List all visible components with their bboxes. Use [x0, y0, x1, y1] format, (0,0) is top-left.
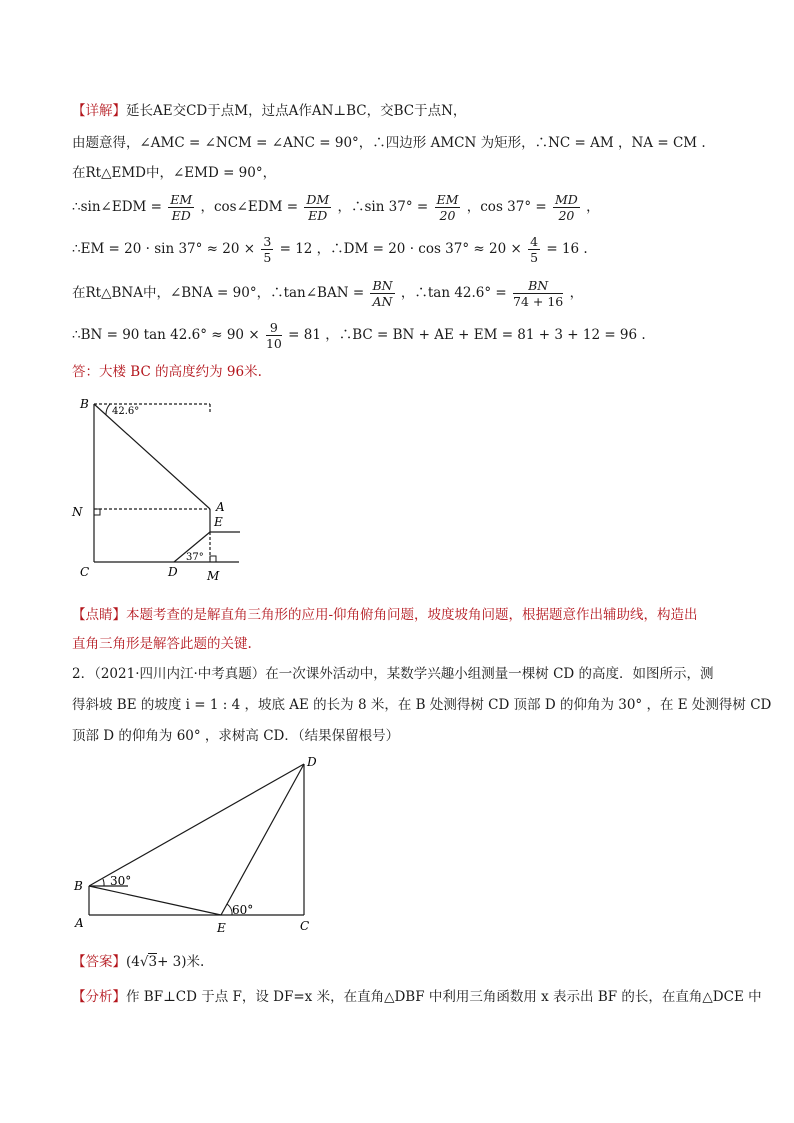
- fraction: $\frac{EM}{20}$: [436, 192, 459, 223]
- formula-text: = 81 ，∴BC = BN + AE + EM = 81 + 3 + 12 = 96 .: [288, 327, 646, 343]
- problem2-line-1: 2．（2021·四川内江·中考真题）在一次课外活动中，某数学兴趣小组测量一棵树 CD 的高度．如图所示，测: [72, 666, 714, 682]
- formula-text: ∴EM = 20 · sin 37° ≈ 20 ×: [72, 241, 256, 257]
- fraction: $\frac{4}{5}$: [530, 234, 539, 265]
- angle-60-label: 60°: [232, 903, 254, 917]
- detail-line-6: [72, 278, 583, 309]
- label-a: A: [216, 500, 225, 514]
- formula-text: ∴sin∠EDM =: [72, 199, 162, 215]
- formula-text: ，cos∠EDM =: [200, 199, 299, 215]
- angle-30-label: 30°: [110, 874, 132, 888]
- analysis-line: 【分析】作 BF⊥CD 于点 F，设 DF=x 米，在直角△DBF 中利用三角函数用 x 表示出 BF 的长，在直角△DCE 中: [72, 989, 762, 1005]
- label-c: C: [300, 919, 310, 933]
- radicand: 3: [148, 954, 158, 970]
- comment-line-2: 直角三角形是解答此题的关键.: [72, 636, 252, 652]
- angle-37-label: 37°: [186, 552, 204, 563]
- label-d: D: [307, 755, 317, 769]
- analysis-tag: 【分析】: [72, 989, 126, 1005]
- label-a: A: [75, 916, 84, 930]
- detail-line-4: [72, 192, 600, 223]
- detail-line-7: [72, 320, 646, 351]
- be-slope-line: [89, 886, 221, 915]
- figure-2-diagram: [64, 752, 334, 942]
- fraction: $\frac{BN}{74 + 16}$: [513, 278, 564, 309]
- formula-text: ，: [569, 285, 584, 301]
- fraction: $\frac{MD}{20}$: [555, 192, 578, 223]
- problem2-line-3: 顶部 D 的仰角为 60° ，求树高 CD．（结果保留根号）: [72, 728, 400, 744]
- answer2-tag: 【答案】: [72, 954, 126, 970]
- right-angle-m: [210, 556, 216, 562]
- right-angle-n: [94, 509, 100, 515]
- label-c: C: [80, 565, 90, 579]
- comment-line-1: 【点睛】本题考查的是解直角三角形的应用-仰角俯角问题，坡度坡角问题，根据题意作出辅助线，构造出: [72, 607, 698, 623]
- formula-text: = 12 ，∴DM = 20 · cos 37° ≈ 20 ×: [279, 241, 522, 257]
- ba-line: [94, 404, 210, 509]
- formula-text: ，: [586, 199, 600, 215]
- formula-text: ，cos 37° =: [466, 199, 547, 215]
- answer-line: 答：大楼 BC 的高度约为 96米.: [72, 364, 262, 380]
- fraction: $\frac{3}{5}$: [263, 234, 272, 265]
- label-n: N: [72, 505, 83, 519]
- detail-line-3: 在Rt△EMD中，∠EMD = 90°，: [72, 165, 277, 181]
- label-b: B: [80, 397, 89, 411]
- formula-text: ，∴sin 37° =: [337, 199, 429, 215]
- detail-line-1: [72, 101, 466, 121]
- fraction: $\frac{BN}{AN}$: [372, 278, 393, 309]
- bd-line: [89, 764, 304, 886]
- fraction: $\frac{9}{10}$: [265, 320, 282, 351]
- detail-line-2: 由题意得，∠AMC = ∠NCM = ∠ANC = 90°，∴四边形 AMCN 为矩形，∴NC = AM ，NA = CM .: [72, 135, 706, 151]
- label-b: B: [74, 879, 83, 893]
- label-m: M: [207, 569, 220, 583]
- angle-42-label: 42.6°: [112, 406, 140, 417]
- ed-line: [221, 764, 304, 915]
- sqrt-symbol: √: [139, 954, 149, 970]
- figure-1-diagram: [64, 392, 254, 587]
- label-e: E: [217, 921, 226, 935]
- formula-text: ，∴tan 42.6° =: [400, 285, 507, 301]
- comment-tag: 【点睛】: [72, 607, 126, 623]
- answer2-line: 【答案】(4√3+ 3)米.: [72, 954, 205, 970]
- fraction: $\frac{EM}{ED}$: [170, 192, 193, 223]
- formula-text: ∴BN = 90 tan 42.6° ≈ 90 ×: [72, 327, 260, 343]
- detail-tag: 【详解】: [72, 103, 126, 119]
- fraction: $\frac{DM}{ED}$: [306, 192, 330, 223]
- detail-line-5: [72, 234, 588, 265]
- formula-text: 在Rt△BNA中，∠BNA = 90°，∴tan∠BAN =: [72, 285, 365, 301]
- label-e: E: [214, 515, 223, 529]
- detail-line-1-text: 延长AE交CD于点M，过点A作AN⊥BC，交BC于点N，: [126, 103, 467, 119]
- label-d: D: [168, 565, 178, 579]
- problem2-line-2: 得斜坡 BE 的坡度 i = 1 : 4 ，坡底 AE 的长为 8 米，在 B 处测得树 CD 顶部 D 的仰角为 30° ，在 E 处测得树 CD: [72, 697, 772, 713]
- formula-text: = 16 .: [546, 241, 588, 257]
